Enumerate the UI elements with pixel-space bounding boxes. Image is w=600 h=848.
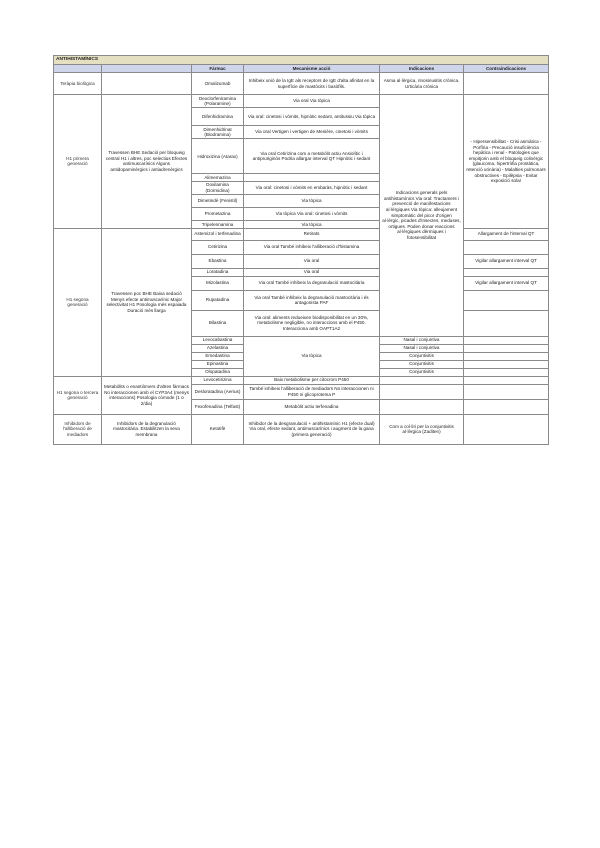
indication-cell: Conjuntivitis [380,352,464,360]
contra-cell [464,384,549,399]
antihistamine-table [53,55,549,445]
contra-cell: Vigilar allargament interval QT [464,276,549,290]
table-row [54,95,549,108]
category-biologic: Teràpia biològica [54,73,102,95]
mechanism-cell: Via oral Vertigen i vertigen de Menière, cinetosi i vòmits [244,126,380,139]
drug-cell: Ebastina [192,254,244,268]
drug-cell: Azelastina [192,344,244,352]
contra-cell: Vigilar allargament interval QT [464,254,549,268]
contra-cell [464,414,549,444]
mechanism-cell: Via oral Cetirizina com a metabòlit actiu Ansiolític i antipruriginós Podria allargar interval QT Hipnòtic i sedant [244,139,380,174]
drug-cell: Difenhidramina [192,108,244,126]
mechanism-cell: Via tòpica [244,195,380,208]
indication-cell [380,376,464,384]
category-gen1: H1 primera generació [54,95,102,229]
header-farmac: Fàrmac [192,65,244,73]
mechanism-cell: Via oral També inhibeix l'alliberació d'histamina [244,240,380,254]
category-gen2: H1 segona generació [54,228,102,376]
drug-cell: Dimenhidrinat (Biodramina) [192,126,244,139]
drug-cell: Ketotifè [192,414,244,444]
contra-cell [464,360,549,368]
drug-cell: Prometazina [192,208,244,221]
indication-cell: Nasal i conjuntiva [380,344,464,352]
mechanism-cell: Baix metabolisme per citocrom P450 [244,376,380,384]
contraindications-general: - Hipersensibilitat - Crisi asmàtica - Porfíria - Precaució insuficiència hepàtica i renal - Patologies que empitjorin amb el bloqueig colinèrgic (glaucoma, hipertròfia prostàtica, retenció urinària) - Malalties pulmonars obstructives - Epilèpsia - Evitar exposició solar [464,95,549,229]
mechanism-cell: Via tòpica Via oral: cinetosi i vòmits [244,208,380,221]
drug-cell: Olopatadina [192,368,244,376]
mechanism-cell: Inhibidor de la desgranulació + antihistamínic H1 (efecte dual) Via oral, efecte sedant, antimuscarínics i augment de la gana (primera generació) [244,414,380,444]
mechanism-cell: Via oral [244,254,380,268]
drug-cell: Emedastina [192,352,244,360]
category-mediators: Inhibidors de l'alliberació de mediadors [54,414,102,444]
mechanism-topical: Via tòpica [244,336,380,376]
contra-cell [464,399,549,414]
contra-cell: Allargament de l'interval QT [464,228,549,240]
indications-general: Indicacions generals pels antihistamínics Via oral: Tractament i prevenció de manifestacions al·lèrgiques Via tòpica: alleujament simptomàtic del picor d'origen al·lèrgic, picades d'insectes, meduses, ortigues. Poden donar reaccions al·lèrgiques dèrmiques i fotosensibilitat [380,95,464,337]
drug-cell: Bilastina [192,310,244,336]
indication-cell: Asma al·lèrgica, rinosinusitis crònica. Urticària crònica [380,73,464,95]
contra-cell [464,376,549,384]
mechanism-cell: Via oral: cinetosi i vòmits, hipnòtic sedant, antitussiu Via tòpica [244,108,380,126]
contra-cell [464,344,549,352]
table-row [54,73,549,95]
indication-cell: Com a col·liri per la conjuntivitis al·lèrgica (Zaditen) [380,414,464,444]
drug-cell: Tripelennamina [192,221,244,229]
description-gen3: Metabòlits o enantiòmers d'altres fàrmacs No interaccionen amb el CYP3A4 (menys interaccions) Posologia còmode (1 o 2/dia) [102,376,192,414]
table-title: ANTIHISTAMÍNICS [54,56,549,65]
table-row [54,228,549,240]
drug-cell: Loratadina [192,268,244,276]
contra-cell [464,73,549,95]
header-indicacions: Indicacions [380,65,464,73]
mechanism-cell: Via oral: aliments redueixen biodisponibilitat en un 30%, metabolisme negligible, no interaccions amb el P450. Interacciona amb OAPT1A2 [244,310,380,336]
header-cell [102,65,192,73]
drug-cell: Epinastina [192,360,244,368]
header-contraindicacions: Contraindicacions [464,65,549,73]
contra-cell [464,290,549,310]
antihistamine-sheet [53,55,548,445]
drug-cell: Mizolastina [192,276,244,290]
indication-cell: Conjuntivitis [380,360,464,368]
mechanism-cell: Via oral Via tòpica [244,95,380,108]
mechanism-cell: Inhibeix unió de la IgE als receptors de IgE d'alta afinitat en la superfície de mastòcits i basòfils. [244,73,380,95]
mechanism-cell: Via tòpica [244,221,380,229]
mechanism-cell: Via oral També inhibeix la degranulació mastocitària [244,276,380,290]
contra-cell [464,240,549,254]
indication-cell [380,384,464,399]
drug-cell: Levocetirizina [192,376,244,384]
header-cell [54,65,102,73]
description-gen2: Travessen poc BHE Baixa sedació Menys efecte antimuscarínic Major selectivitat H1 Posologia més espaiada Duració més llarga [102,228,192,376]
description-mediators: Inhibidors de la degranulació mastocitària. Estabilitzen la seva membrana [102,414,192,444]
mechanism-cell: També inhibeix l'alliberació de mediadors No interaccionen ni P450 ni glicoproteïna P [244,384,380,399]
mechanism-cell: Retirats [244,228,380,240]
mechanism-cell: Via oral També inhibeix la degranulació mastocitària i és antagonista PAF [244,290,380,310]
contra-cell [464,352,549,360]
indication-cell [380,399,464,414]
header-mecanisme: Mecanisme acció [244,65,380,73]
header-row [54,65,549,73]
drug-cell: Rupatadina [192,290,244,310]
drug-cell: Hidroxizina (Atarax) [192,139,244,174]
description-gen1: Travessen BHE Sedació per bloqueig central H1 i altres, poc selectius Efectes antimuscarínics Alguns antidopaminèrgics i antiadrenèrgics [102,95,192,229]
drug-cell: Omalizumab [192,73,244,95]
contra-cell [464,336,549,344]
drug-cell: Alimemazina [192,174,244,182]
drug-cell: Levocabastina [192,336,244,344]
contra-cell [464,268,549,276]
indication-cell: Nasal i conjuntiva [380,336,464,344]
drug-cell: Fexofenadina (Telfast) [192,399,244,414]
mechanism-cell: Via oral: cinetosi i vòmits en embaràs, hipnòtic i sedant [244,181,380,194]
mechanism-cell [244,174,380,182]
drug-cell: Astemizol i terfenadina [192,228,244,240]
drug-cell: Cetirizina [192,240,244,254]
drug-cell: Dexclorfeniramina (Polaramine) [192,95,244,108]
category-gen3: H1 segona o tercera generació [54,376,102,414]
description-cell [102,73,192,95]
contra-cell [464,310,549,336]
drug-cell: Doxilamina (Dormidina) [192,181,244,194]
indication-cell: Conjuntivitis [380,368,464,376]
table-row [54,376,549,384]
mechanism-cell: Metabòlit actiu terfenadina [244,399,380,414]
mechanism-cell: Via oral [244,268,380,276]
table-row [54,414,549,444]
contra-cell [464,368,549,376]
drug-cell: Dimetindè (Fenistil) [192,195,244,208]
drug-cell: Desloratadina (Aerius) [192,384,244,399]
